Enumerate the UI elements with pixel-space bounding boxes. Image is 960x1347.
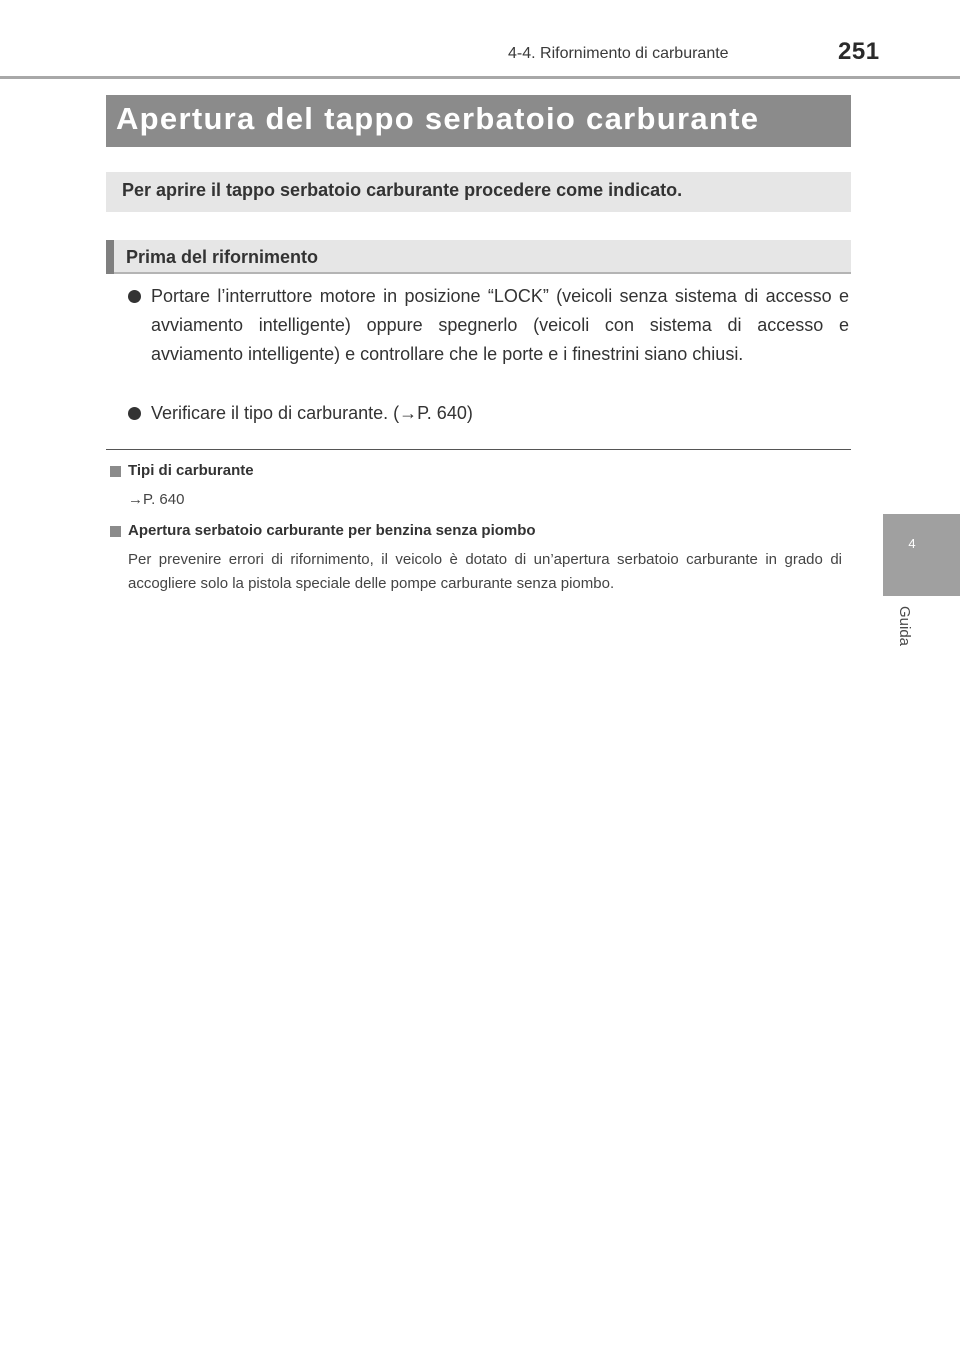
bullet-icon	[128, 290, 141, 303]
header-divider	[0, 76, 960, 79]
bullet-icon	[128, 407, 141, 420]
intro-text: Per aprire il tappo serbatoio carburante procedere come indicato.	[122, 180, 683, 200]
page-number: 251	[838, 38, 880, 65]
page-title: Apertura del tappo serbatoio carburante	[116, 101, 760, 136]
chapter-number: 4	[908, 536, 916, 551]
section-heading-accent	[106, 240, 114, 274]
bullet-item-1: Portare l’interruttore motore in posizione “LOCK” (veicoli senza sistema di accesso e avviamento intelligente) oppure spegnerlo (veicoli con sistema di accesso e avviamento intelligente) e controllare che le porte e i finestrini siano chiusi.	[151, 286, 849, 364]
chapter-tab	[883, 514, 960, 596]
note-title-unleaded-opening: Apertura serbatoio carburante per benzina senza piombo	[128, 522, 536, 539]
bullet-item-2: Verificare il tipo di carburante. (→P. 640)	[151, 403, 473, 423]
note-square-icon	[110, 466, 121, 477]
chapter-label: Guida	[896, 606, 913, 647]
running-header-section: 4-4. Rifornimento di carburante	[508, 45, 729, 62]
note-title-fuel-types: Tipi di carburante	[128, 462, 254, 479]
note-body-fuel-types: →P. 640	[128, 491, 185, 508]
section-heading: Prima del rifornimento	[126, 247, 319, 267]
section-divider	[106, 449, 851, 450]
note-body-unleaded-opening: Per prevenire errori di rifornimento, il veicolo è dotato di un’apertura serbatoio carburante in grado di accogliere solo la pistola speciale delle pompe carburante senza piombo.	[128, 551, 842, 592]
note-square-icon	[110, 526, 121, 537]
